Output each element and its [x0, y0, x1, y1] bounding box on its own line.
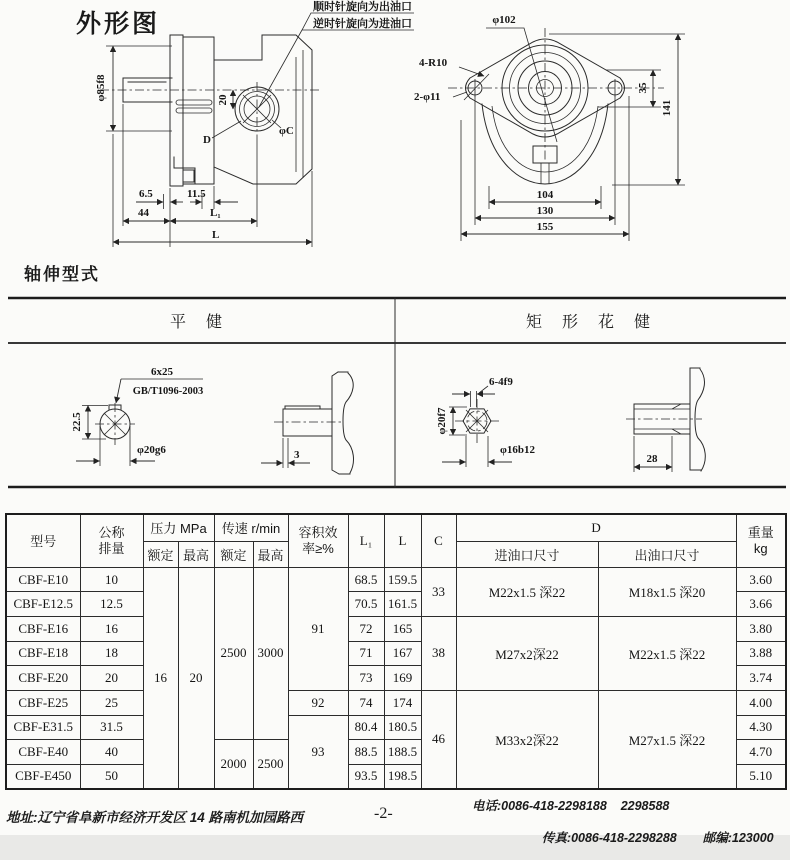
- pump-front-view: [414, 14, 685, 241]
- dim-22-5: 22.5: [71, 412, 83, 432]
- label-2phi11: 2-φ11: [414, 91, 441, 103]
- weight-cell: 4.70: [736, 740, 786, 765]
- label-4R10: 4-R10: [419, 57, 448, 69]
- weight-cell: 4.30: [736, 715, 786, 740]
- weight-cell: 3.88: [736, 641, 786, 666]
- L-cell: 174: [384, 690, 421, 715]
- dim-130: 130: [536, 205, 554, 217]
- L-cell: 167: [384, 641, 421, 666]
- inlet-cell: M22x1.5 深22: [456, 567, 598, 616]
- header-weight-line1: 重量: [747, 525, 774, 541]
- pressure-rated-cell: 16: [143, 567, 178, 789]
- speed-rated-cell: 2000: [214, 740, 253, 789]
- callout-ccw-text: 逆时针旋向为进油口: [313, 18, 412, 30]
- dim-11-5: 11.5: [187, 188, 206, 200]
- footer-fax: 传真:0086-418-2298288: [541, 831, 677, 845]
- C-cell: 46: [421, 690, 456, 789]
- model-cell: CBF-E40: [6, 740, 80, 765]
- page-number: -2-: [374, 805, 393, 822]
- header-L: L: [384, 514, 421, 567]
- disp-cell: 50: [80, 764, 143, 789]
- header-efficiency-line1: 容积效: [298, 525, 338, 541]
- outlet-cell: M22x1.5 深22: [598, 617, 736, 691]
- flat-key-section: [71, 366, 203, 466]
- shaft-section-title: 轴伸型式: [24, 265, 100, 284]
- footer-fax-line: [528, 814, 774, 860]
- shaft-types-grid: [8, 298, 786, 487]
- disp-cell: 40: [80, 740, 143, 765]
- header-row-1: [6, 514, 786, 541]
- L1-cell: 70.5: [348, 592, 384, 617]
- header-displacement-line2: 排量: [98, 540, 125, 556]
- disp-cell: 20: [80, 666, 143, 691]
- speed-rated-cell: 2500: [214, 567, 253, 739]
- model-cell: CBF-E10: [6, 567, 80, 592]
- disp-cell: 12.5: [80, 592, 143, 617]
- header-D: D: [456, 514, 736, 541]
- C-cell: 38: [421, 617, 456, 691]
- L1-cell: 73: [348, 666, 384, 691]
- header-weight: [736, 514, 786, 567]
- efficiency-cell: 92: [288, 690, 348, 715]
- table-row: [6, 567, 786, 592]
- L-cell: 161.5: [384, 592, 421, 617]
- header-pressure-max: 最高: [178, 541, 214, 567]
- disp-cell: 31.5: [80, 715, 143, 740]
- model-cell: CBF-E20: [6, 666, 80, 691]
- key-spec: 6x25: [151, 366, 173, 378]
- weight-cell: 3.66: [736, 592, 786, 617]
- key-standard: GB/T1096-2003: [132, 386, 204, 397]
- weight-cell: 4.00: [736, 690, 786, 715]
- inlet-cell: M33x2深22: [456, 690, 598, 789]
- table-row: [6, 690, 786, 715]
- footer-address: 地址:辽宁省阜新市经济开发区 14 路南机加园路西: [6, 810, 304, 825]
- spec-table: [5, 513, 787, 790]
- L-cell: 169: [384, 666, 421, 691]
- model-cell: CBF-E16: [6, 617, 80, 642]
- dim-35: 35: [637, 82, 649, 94]
- weight-cell: 3.80: [736, 617, 786, 642]
- header-speed-rated: 额定: [214, 541, 253, 567]
- flat-key-side-view: [261, 372, 353, 474]
- weight-cell: 3.60: [736, 567, 786, 592]
- C-cell: 33: [421, 567, 456, 616]
- dim-phi20g6: φ20g6: [137, 444, 166, 456]
- L1-cell: 72: [348, 617, 384, 642]
- outlet-cell: M18x1.5 深20: [598, 567, 736, 616]
- footer-postcode: 邮编:123000: [702, 831, 774, 845]
- callout-cw-text: 顺时针旋向为出油口: [313, 1, 412, 13]
- speed-max-cell: 2500: [253, 740, 288, 789]
- weight-cell: 3.74: [736, 666, 786, 691]
- dim-44: 44: [138, 207, 149, 219]
- spline-title: 矩 形 花 健: [525, 314, 659, 331]
- header-outlet: 出油口尺寸: [598, 541, 736, 567]
- inlet-cell: M27x2深22: [456, 617, 598, 691]
- L1-cell: 88.5: [348, 740, 384, 765]
- L-cell: 188.5: [384, 740, 421, 765]
- dim-20: 20: [217, 94, 229, 106]
- spline-section: [436, 376, 535, 467]
- header-speed-max: 最高: [253, 541, 288, 567]
- L1-cell: 71: [348, 641, 384, 666]
- dim-L: L: [212, 229, 220, 241]
- L1-cell: 74: [348, 690, 384, 715]
- model-cell: CBF-E12.5: [6, 592, 80, 617]
- header-efficiency-line2: 率≥%: [302, 540, 334, 556]
- dim-141: 141: [661, 99, 673, 117]
- L-cell: 165: [384, 617, 421, 642]
- label-phiC: φC: [279, 125, 294, 137]
- dim-phi85: φ85f8: [95, 74, 107, 102]
- outline-drawing: [0, 0, 790, 290]
- spline-spec: 6-4f9: [489, 376, 513, 388]
- dim-3: 3: [294, 449, 300, 461]
- model-cell: CBF-E25: [6, 690, 80, 715]
- efficiency-cell: 93: [288, 715, 348, 789]
- L-cell: 180.5: [384, 715, 421, 740]
- spline-side-view: [626, 368, 705, 472]
- L1-cell: 93.5: [348, 764, 384, 789]
- flat-key-title: 平 健: [169, 314, 231, 331]
- dim-155: 155: [536, 221, 554, 233]
- disp-cell: 18: [80, 641, 143, 666]
- header-pressure-rated: 额定: [143, 541, 178, 567]
- L-cell: 159.5: [384, 567, 421, 592]
- shaft-types-panel: [0, 290, 790, 490]
- L1-cell: 68.5: [348, 567, 384, 592]
- pump-side-view: [95, 0, 414, 247]
- weight-cell: 5.10: [736, 764, 786, 789]
- dim-phi102: φ102: [492, 14, 516, 26]
- dim-phi16b12: φ16b12: [500, 444, 535, 456]
- dim-6-5: 6.5: [139, 188, 153, 200]
- header-displacement-line1: 公称: [98, 525, 125, 541]
- rotation-callout: [259, 0, 414, 107]
- dim-phi20f7: φ20f7: [436, 407, 448, 435]
- page-title: 外形图: [76, 10, 161, 38]
- disp-cell: 16: [80, 617, 143, 642]
- header-weight-line2: kg: [753, 540, 768, 556]
- dim-28: 28: [646, 453, 658, 465]
- dim-104: 104: [536, 189, 554, 201]
- disp-cell: 10: [80, 567, 143, 592]
- header-model: 型号: [6, 514, 80, 567]
- header-L1: L₁: [348, 514, 384, 567]
- L1-cell: 80.4: [348, 715, 384, 740]
- model-cell: CBF-E18: [6, 641, 80, 666]
- header-speed: 传速 r/min: [214, 514, 288, 541]
- efficiency-cell: 91: [288, 567, 348, 690]
- front-view-dimensions: [414, 14, 685, 241]
- model-cell: CBF-E450: [6, 764, 80, 789]
- outlet-cell: M27x1.5 深22: [598, 690, 736, 789]
- disp-cell: 25: [80, 690, 143, 715]
- side-view-dimensions: [95, 46, 312, 247]
- pressure-max-cell: 20: [178, 567, 214, 789]
- model-cell: CBF-E31.5: [6, 715, 80, 740]
- L-cell: 198.5: [384, 764, 421, 789]
- header-C: C: [421, 514, 456, 567]
- speed-max-cell: 3000: [253, 567, 288, 739]
- header-efficiency: [288, 514, 348, 567]
- header-inlet: 进油口尺寸: [456, 541, 598, 567]
- table-row: [6, 617, 786, 642]
- label-D: D: [203, 134, 211, 146]
- footer-phone: 电话:0086-418-2298188 2298588: [472, 799, 670, 813]
- dim-L1: L₁: [210, 207, 221, 219]
- header-pressure: 压力 MPa: [143, 514, 214, 541]
- header-displacement: [80, 514, 143, 567]
